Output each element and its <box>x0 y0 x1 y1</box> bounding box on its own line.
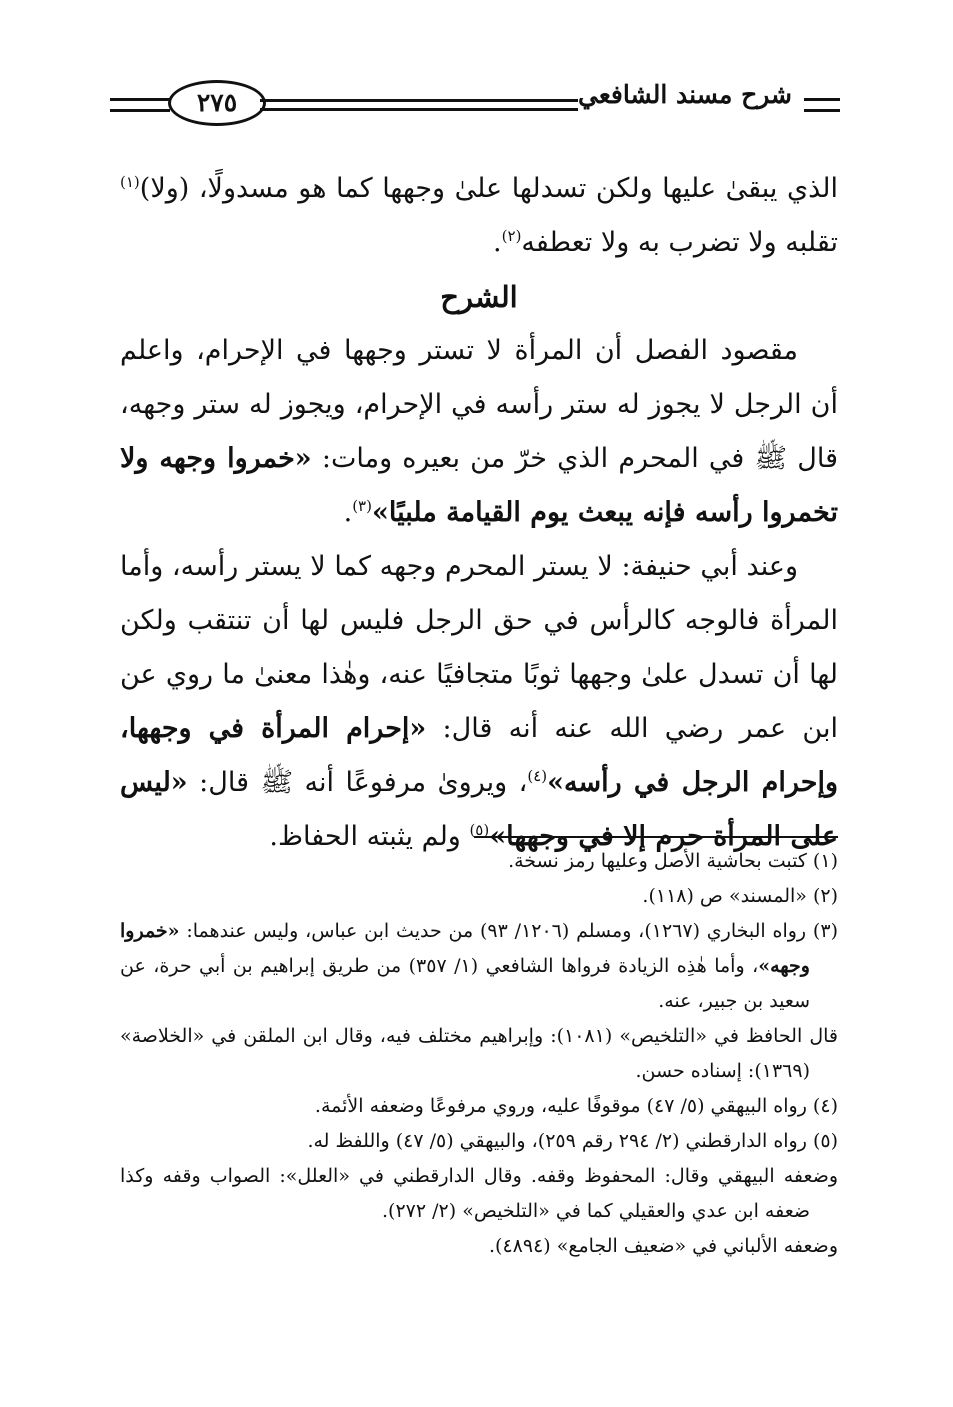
hadith-quote: «إحرام المرأة في وجهها، وإحرام الرجل في رأسه» <box>120 713 838 798</box>
running-title: شرح مسند الشافعي <box>578 80 792 109</box>
footnote-ref: (١) <box>120 173 140 191</box>
text-segment: . <box>493 227 502 258</box>
text-segment: ، ويروىٰ مرفوعًا أنه ﷺ قال: <box>187 767 528 798</box>
page-header <box>110 74 840 134</box>
footnote-5: (٥) رواه الدارقطني (٢/ ٢٩٤ رقم ٢٥٩)، والبيهقي (٥/ ٤٧) واللفظ له. <box>307 1130 838 1152</box>
paragraph-1 <box>120 162 838 270</box>
hadith-quote: «خمروا وجهه ولا تخمروا رأسه فإنه يبعث يوم القيامة ملبيًا» <box>120 443 838 528</box>
text-segment: وعند أبي حنيفة: لا يستر المحرم وجهه كما لا يستر رأسه، وأما المرأة فالوجه كالرأس في حق الرجل فليس لها أن تنتقب ولكن لها أن تسدل علىٰ وجهها ثوبًا متجافيًا عنه، وهٰذا معنىٰ ما روي عن ابن عمر رضي الله عنه أنه قال: <box>120 551 838 744</box>
text-segment: . <box>343 497 353 528</box>
hadith-quote: «ليس على المرأة حرم إلا في وجهها» <box>120 767 838 852</box>
footnote-ref: (٤) <box>527 767 548 785</box>
page-number: ٢٧٥ <box>168 80 266 126</box>
footnote-ref: (٥) <box>469 821 490 839</box>
text-segment: (٣) رواه البخاري (١٢٦٧)، ومسلم (١٢٠٦/ ٩٣) من حديث ابن عباس، وليس عندهما: <box>179 920 838 942</box>
text-segment: ولم يثبته الحفاظ. <box>269 821 470 852</box>
paragraph-3 <box>120 540 838 864</box>
footnote-2: (٢) «المسند» ص (١١٨). <box>642 885 838 907</box>
footnote-ref: (٣) <box>352 497 372 515</box>
quoted-term: «خمروا وجهه» <box>120 920 810 977</box>
text-segment: ، وأما هٰذِه الزيادة فرواها الشافعي (١/ ٣٥٧) من طريق إبراهيم بن أبي حرة، عن سعيد بن جبير، عنه. <box>120 955 810 1012</box>
footnote-1: (١) كتبت بحاشية الأصل وعليها رمز نسخة. <box>508 850 838 872</box>
footnote-separator <box>474 836 838 838</box>
header-rule <box>260 99 578 111</box>
footnote-5-continuation: وضعفه البيهقي وقال: المحفوظ وقفه. وقال الدارقطني في «العلل»: الصواب وقفه وكذا ضعفه ابن عدي والعقيلي كما في «التلخيص» (٢/ ٢٧٢). <box>120 1165 838 1222</box>
footnote-3 <box>120 914 838 1019</box>
footnote-5-end: وضعفه الألباني في «ضعيف الجامع» (٤٨٩٤). <box>489 1235 838 1257</box>
footnotes <box>120 844 838 1264</box>
footnote-ref: (٢) <box>501 227 522 245</box>
text-segment: الذي يبقىٰ عليها ولكن تسدلها علىٰ وجهها كما هو مسدولًا، (ولا) <box>139 173 838 204</box>
footnote-3-continuation: قال الحافظ في «التلخيص» (١٠٨١): وإبراهيم مختلف فيه، وقال ابن الملقن في «الخلاصة» (١٣٦٩): إسناده حسن. <box>120 1025 838 1082</box>
header-ornament-right <box>804 98 840 112</box>
section-heading: الشرح <box>440 280 518 314</box>
text-segment: مقصود الفصل أن المرأة لا تستر وجهها في الإحرام، واعلم أن الرجل لا يجوز له ستر رأسه في الإحرام، ويجوز له ستر وجهه، قال ﷺ في المحرم الذي خرّ من بعيره ومات: <box>120 335 839 474</box>
footnote-4: (٤) رواه البيهقي (٥/ ٤٧) موقوفًا عليه، وروي مرفوعًا وضعفه الأئمة. <box>314 1095 838 1117</box>
main-text <box>120 162 838 864</box>
header-ornament-left <box>110 98 170 112</box>
text-segment: تقلبه ولا تضرب به ولا تعطفه <box>521 227 838 258</box>
paragraph-2 <box>120 324 838 540</box>
